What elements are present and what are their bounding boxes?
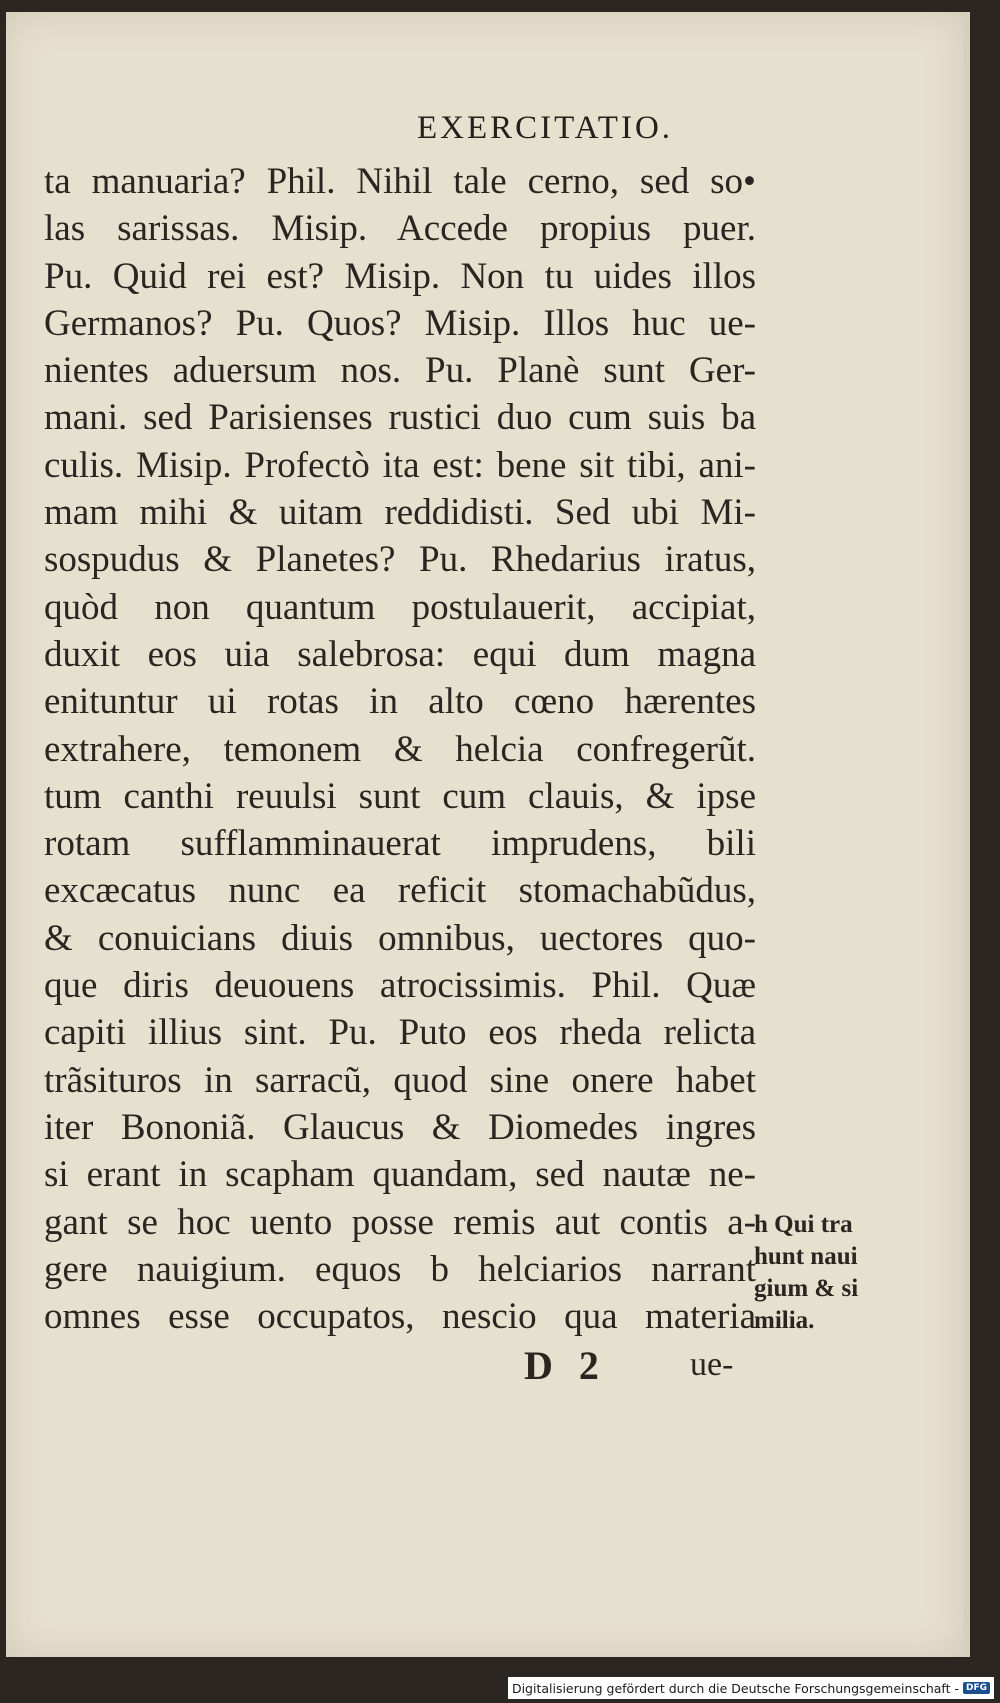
text-line: omnes esse occupatos, nescio qua materia [44, 1296, 756, 1338]
text-line: rotam sufflamminauerat imprudens, bili [44, 823, 756, 865]
catchword: ue- [690, 1346, 734, 1383]
dfg-logo: DFG [963, 1682, 990, 1694]
body-text [44, 158, 756, 1340]
text-line: capiti illius sint. Pu. Puto eos rheda relicta [44, 1012, 756, 1054]
signature-mark: D 2 [524, 1343, 607, 1388]
digitization-credit [508, 1677, 994, 1699]
text-line: quòd non quantum postulauerit, accipiat, [44, 586, 756, 628]
text-line: excæcatus nunc ea reficit stomachabũdus, [44, 870, 756, 912]
text-line: enituntur ui rotas in alto cœno hærentes [44, 681, 756, 723]
text-line: duxit eos uia salebrosa: equi dum magna [44, 633, 756, 675]
text-line: sospudus & Planetes? Pu. Rhedarius iratus, [44, 539, 756, 581]
text-line: Pu. Quid rei est? Misip. Non tu uides illos [44, 255, 756, 297]
text-line: Germanos? Pu. Quos? Misip. Illos huc ue- [44, 302, 756, 344]
text-line: si erant in scapham quandam, sed nautæ ne- [44, 1154, 756, 1196]
page-footer [6, 1342, 964, 1392]
margin-note-line: h Qui tra [754, 1211, 853, 1238]
margin-note-line: gium & si [754, 1275, 859, 1302]
text-line: gere nauigium. equos b helciarios narrant [44, 1248, 756, 1290]
text-line: nientes aduersum nos. Pu. Planè sunt Ger- [44, 350, 756, 392]
margin-note [754, 1209, 899, 1337]
credit-text: Digitalisierung gefördert durch die Deutsche Forschungsgemeinschaft - [511, 1680, 959, 1696]
text-line: & conuicians diuis omnibus, uectores quo- [44, 917, 756, 959]
margin-note-line: milia. [754, 1307, 815, 1334]
text-line: las sarissas. Misip. Accede propius puer. [44, 208, 756, 250]
margin-note-line: hunt naui [754, 1243, 858, 1270]
text-line: culis. Misip. Profectò ita est: bene sit tibi, ani- [44, 444, 756, 486]
text-line: tum canthi reuulsi sunt cum clauis, & ipse [44, 775, 756, 817]
text-line: mani. sed Parisienses rustici duo cum suis ba [44, 397, 756, 439]
text-line: gant se hoc uento posse remis aut contis a- [44, 1201, 756, 1243]
running-header: EXERCITATIO. [416, 110, 674, 146]
text-line: que diris deuouens atrocissimis. Phil. Quæ [44, 965, 756, 1007]
text-line: trãsituros in sarracũ, quod sine onere habet [44, 1059, 756, 1101]
text-line: extrahere, temonem & helcia confregerũt. [44, 728, 756, 770]
text-line: mam mihi & uitam reddidisti. Sed ubi Mi- [44, 492, 756, 534]
text-line: ta manuaria? Phil. Nihil tale cerno, sed so• [44, 161, 756, 202]
book-page [6, 12, 970, 1657]
text-line: iter Bononiã. Glaucus & Diomedes ingres [44, 1106, 756, 1148]
